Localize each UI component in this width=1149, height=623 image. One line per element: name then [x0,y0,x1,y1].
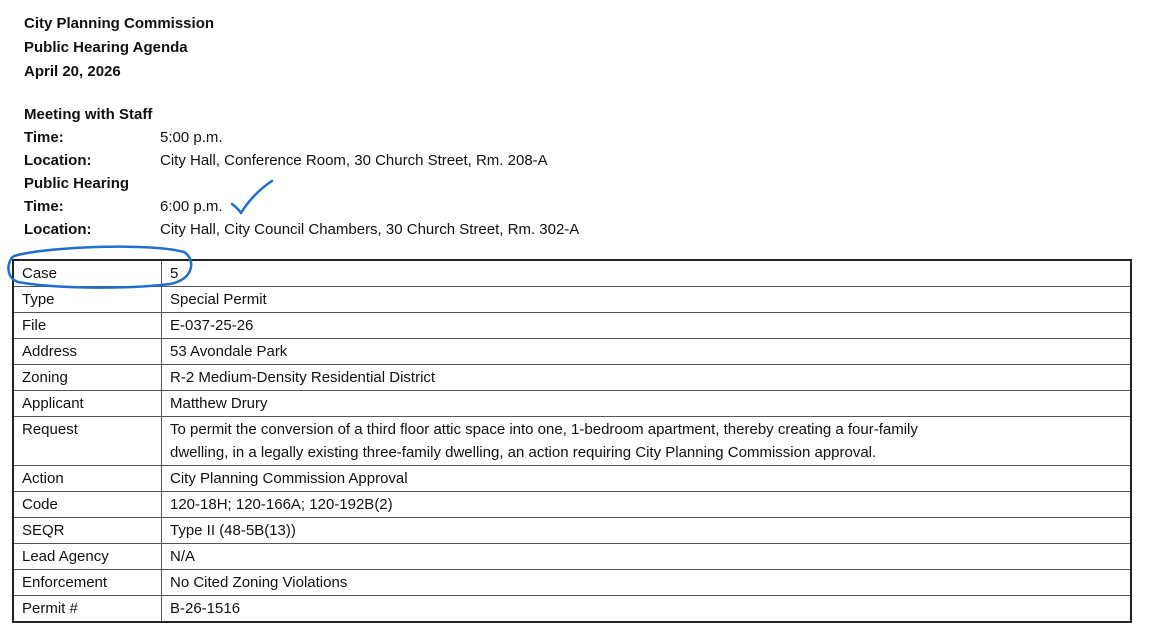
staff-time-value: 5:00 p.m. [160,129,223,146]
agenda-header [24,12,214,84]
hearing-time [24,195,223,218]
table-row [13,391,1131,417]
table-row [13,570,1131,596]
hearing-location-label: Location: [24,221,92,238]
hearing-time-value: 6:00 p.m. [160,198,223,215]
checkmark-annotation [232,181,272,213]
row-label: Enforcement [13,570,162,596]
row-label: Action [13,466,162,492]
table-row [13,417,1131,466]
hearing-time-label: Time: [24,198,64,215]
row-label: Applicant [13,391,162,417]
staff-location-label: Location: [24,152,92,169]
case-details-table [12,259,1132,623]
staff-time-label: Time: [24,129,64,146]
table-row [13,492,1131,518]
table-row [13,518,1131,544]
hearing-location [24,218,579,241]
agenda-title: Public Hearing Agenda [24,39,188,56]
row-value: B-26-1516 [162,596,1132,623]
row-label: Zoning [13,365,162,391]
row-value: 120-18H; 120-166A; 120-192B(2) [162,492,1132,518]
row-value: Special Permit [162,287,1132,313]
hearing-location-value: City Hall, City Council Chambers, 30 Church Street, Rm. 302-A [160,221,580,238]
row-label: Case [13,260,162,287]
row-value: N/A [162,544,1132,570]
row-label: SEQR [13,518,162,544]
row-label: Code [13,492,162,518]
table-row [13,313,1131,339]
row-value: R-2 Medium-Density Residential District [162,365,1132,391]
row-label: Lead Agency [13,544,162,570]
request-line-1: To permit the conversion of a third floor attic space into one, 1-bedroom apartment, thereby creating a four-family [170,421,918,438]
row-value: City Planning Commission Approval [162,466,1132,492]
row-label: Type [13,287,162,313]
row-value: 5 [162,260,1132,287]
table-row [13,544,1131,570]
table-row [13,596,1131,623]
table-row [13,466,1131,492]
row-value: No Cited Zoning Violations [162,570,1132,596]
staff-meeting-title: Meeting with Staff [24,106,153,123]
staff-meeting-location [24,149,548,172]
row-value: Type II (48-5B(13)) [162,518,1132,544]
staff-location-value: City Hall, Conference Room, 30 Church Street, Rm. 208-A [160,152,548,169]
request-line-2: dwelling, in a legally existing three-family dwelling, an action requiring City Planning Commission approval. [170,444,877,461]
row-value: E-037-25-26 [162,313,1132,339]
row-label: Request [13,417,162,466]
row-label: File [13,313,162,339]
table-row [13,260,1131,287]
row-label: Permit # [13,596,162,623]
row-value-multiline [162,417,1132,466]
row-label: Address [13,339,162,365]
agenda-date: April 20, 2026 [24,63,121,80]
commission-name: City Planning Commission [24,15,215,32]
table-row [13,365,1131,391]
public-hearing-title: Public Hearing [24,175,130,192]
table-row [13,287,1131,313]
row-value: Matthew Drury [162,391,1132,417]
table-row [13,339,1131,365]
staff-meeting-time [24,126,223,149]
row-value: 53 Avondale Park [162,339,1132,365]
